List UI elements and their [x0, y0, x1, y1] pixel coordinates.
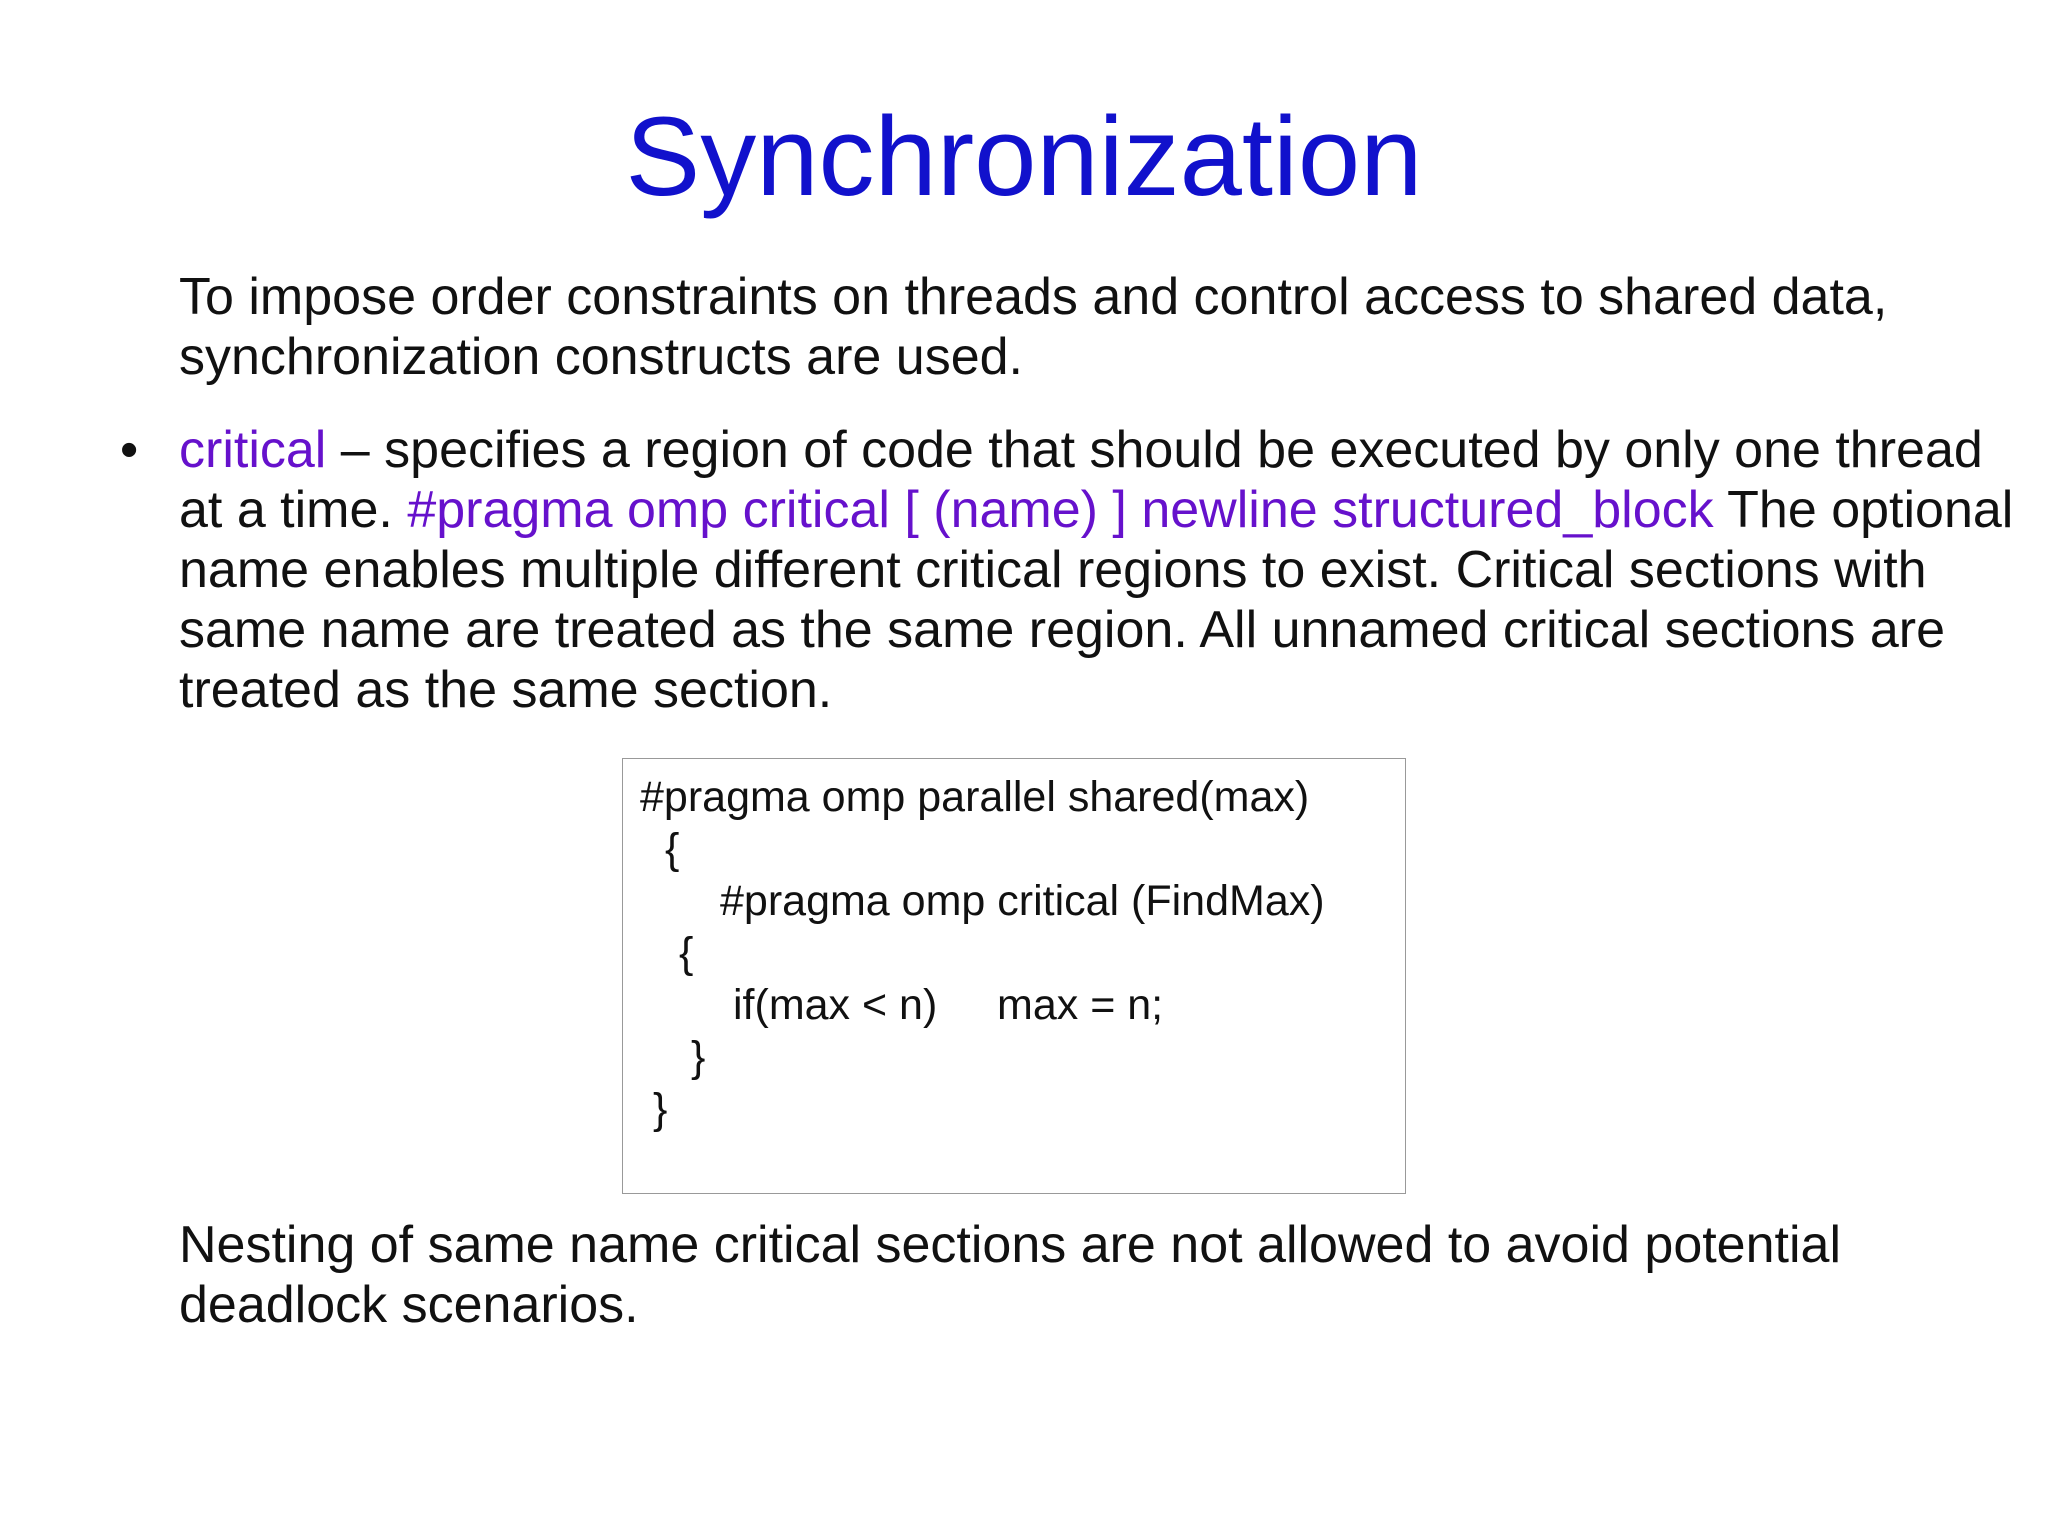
code-line-3: #pragma omp critical (FindMax) [720, 877, 1325, 925]
bullet-text-part2: The optional name enables multiple different critical regions to exist. Critical sections with same name are treated as the same region. All unnamed critical sections are treated as the same section. [179, 481, 2014, 719]
code-example-box [622, 758, 1406, 1194]
code-line-5: if(max < n) max = n; [733, 981, 1164, 1029]
bullet-text-part1: – specifies a region of code that should be executed by only one thread at a time. [179, 421, 1983, 539]
pragma-syntax: #pragma omp critical [ (name) ] newline structured_block [407, 481, 1714, 539]
bullet-marker: • [120, 421, 139, 479]
code-line-2: { [665, 825, 680, 873]
code-line-6: } [691, 1033, 706, 1081]
slide-title: Synchronization [625, 94, 1423, 219]
code-line-1: #pragma omp parallel shared(max) [640, 773, 1310, 821]
closing-paragraph: Nesting of same name critical sections are not allowed to avoid potential deadlock scenarios. [179, 1216, 1841, 1334]
keyword-critical: critical [179, 421, 327, 479]
intro-paragraph: To impose order constraints on threads and control access to shared data, synchronization constructs are used. [179, 268, 1888, 386]
code-line-7: } [653, 1085, 668, 1133]
code-line-4: { [679, 929, 694, 977]
bullet-critical [179, 420, 2019, 720]
